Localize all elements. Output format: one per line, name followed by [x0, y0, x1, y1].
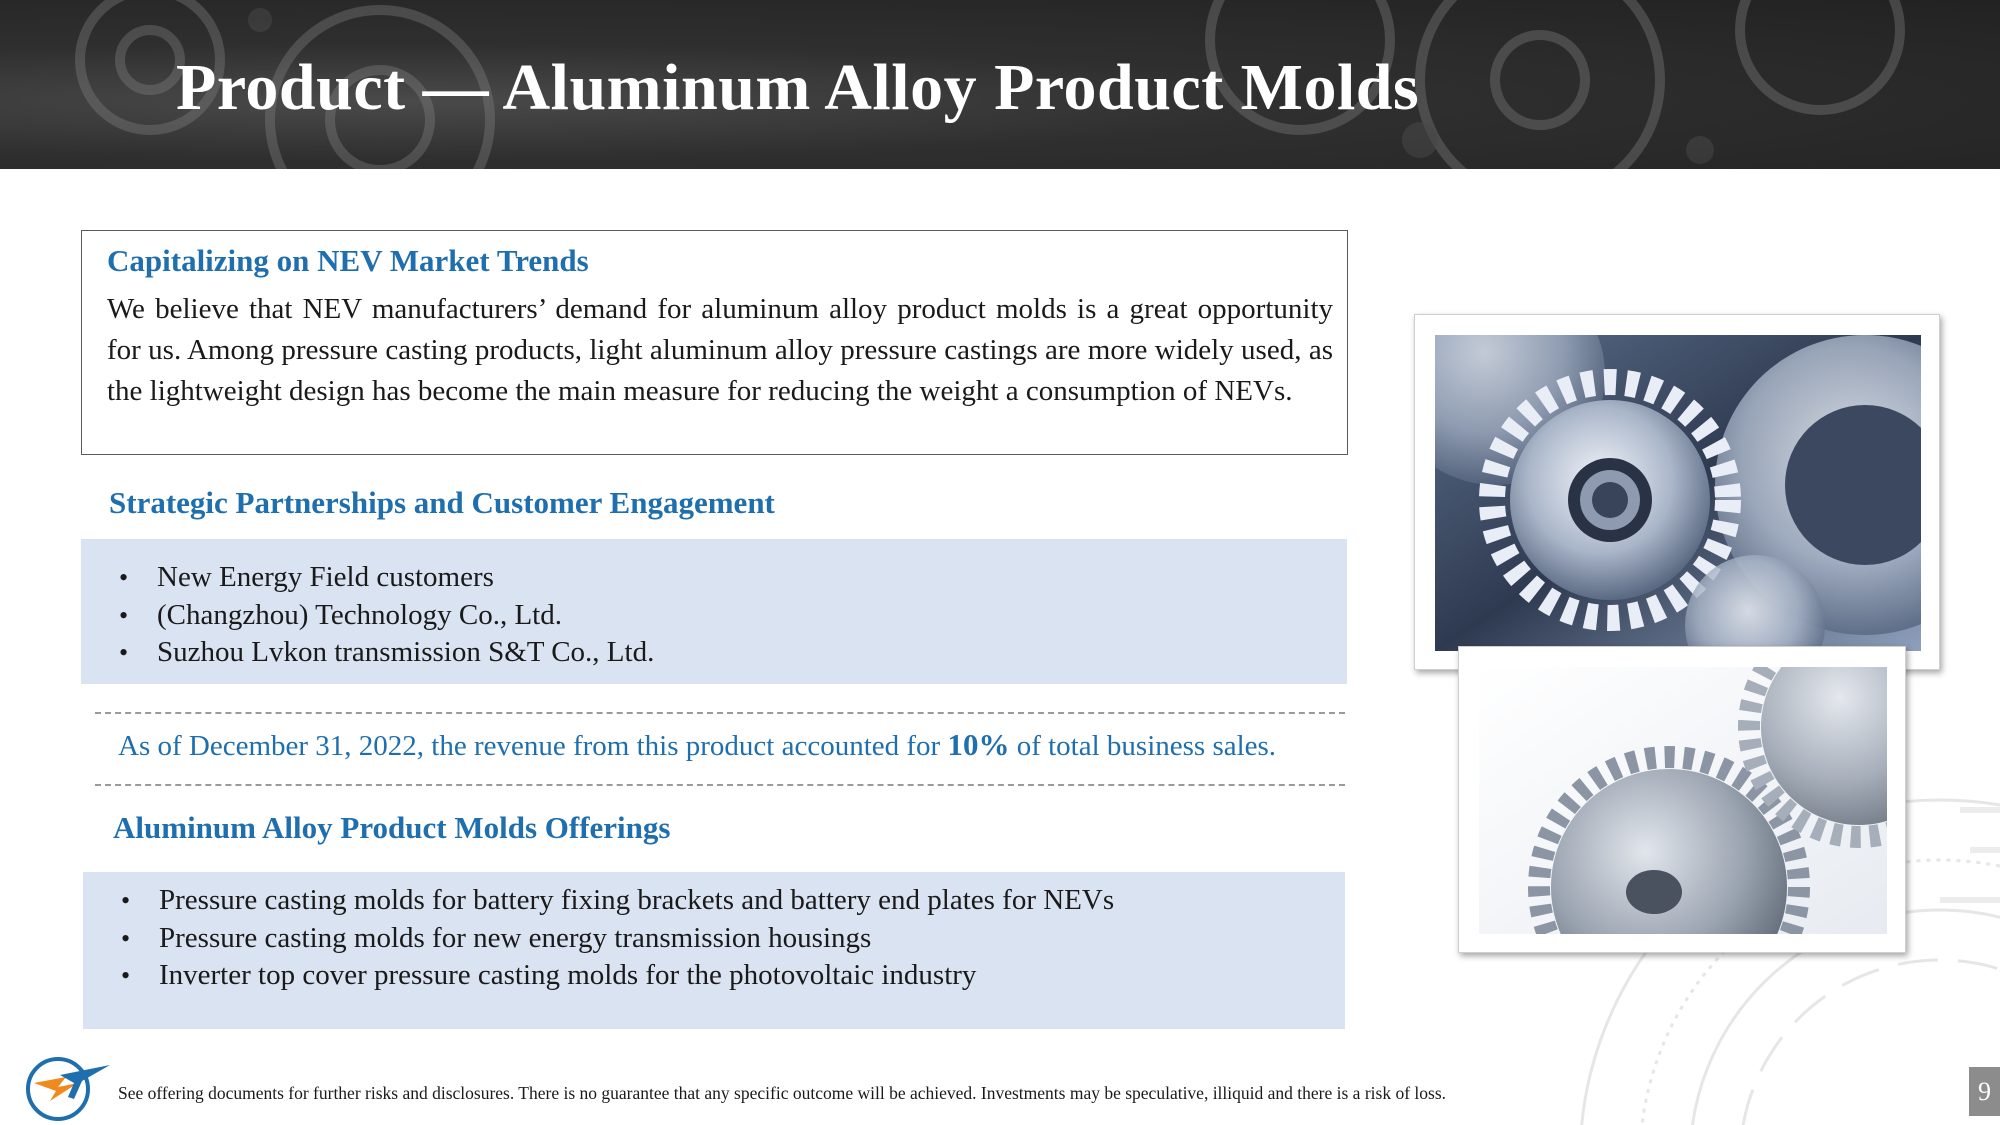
offerings-heading: Aluminum Alloy Product Molds Offerings — [113, 810, 671, 845]
page-title: Product — Aluminum Alloy Product Molds — [176, 51, 1420, 124]
offerings-panel — [83, 872, 1345, 1029]
gears-photo — [1414, 314, 1940, 670]
revenue-percent: 10% — [947, 727, 1010, 762]
list-item: • (Changzhou) Technology Co., Ltd. — [119, 597, 654, 635]
divider-bottom — [95, 784, 1345, 786]
list-item: • New Energy Field customers — [119, 559, 654, 597]
bullet-icon: • — [121, 961, 131, 990]
divider-top — [95, 712, 1345, 714]
header-banner — [0, 0, 2000, 169]
nev-trends-body: We believe that NEV manufacturers’ demand for aluminum alloy product molds is a great opportunity for us. Among pressure casting products, light aluminum alloy pressure castings are more widely used, as the lightweight design has become the main measure for reducing the weight a consumption of NEVs. — [107, 293, 1333, 407]
list-item: • Pressure casting molds for battery fixing brackets and battery end plates for NEVs — [121, 882, 1114, 920]
gear-teeth-image — [1479, 667, 1887, 934]
bullet-icon: • — [119, 600, 129, 630]
company-logo-icon — [20, 1053, 114, 1121]
partnerships-heading: Strategic Partnerships and Customer Engagement — [109, 485, 775, 520]
partnerships-list — [119, 559, 654, 672]
footer-disclaimer: See offering documents for further risks and disclosures. There is no guarantee that any specific outcome will be achieved. Investments may be speculative, illiquid and there is a risk of loss. — [118, 1083, 1447, 1103]
list-item: • Pressure casting molds for new energy transmission housings — [121, 920, 1114, 958]
bullet-icon: • — [119, 638, 129, 667]
gear-teeth-photo — [1458, 646, 1906, 953]
gears-image — [1435, 335, 1921, 651]
nev-trends-box — [81, 230, 1348, 455]
list-item: • Inverter top cover pressure casting molds for the photovoltaic industry — [121, 957, 1114, 995]
partnerships-panel — [81, 539, 1347, 684]
bullet-icon: • — [121, 923, 131, 953]
page-number: 9 — [1969, 1067, 2000, 1116]
nev-trends-heading: Capitalizing on NEV Market Trends — [107, 243, 589, 278]
revenue-statement: As of December 31, 2022, the revenue from this product accounted for 10% of total business sales. — [118, 727, 1277, 762]
bullet-icon: • — [121, 886, 131, 915]
offerings-list — [121, 882, 1114, 995]
bullet-icon: • — [119, 563, 129, 592]
list-item: • Suzhou Lvkon transmission S&T Co., Ltd. — [119, 634, 654, 672]
